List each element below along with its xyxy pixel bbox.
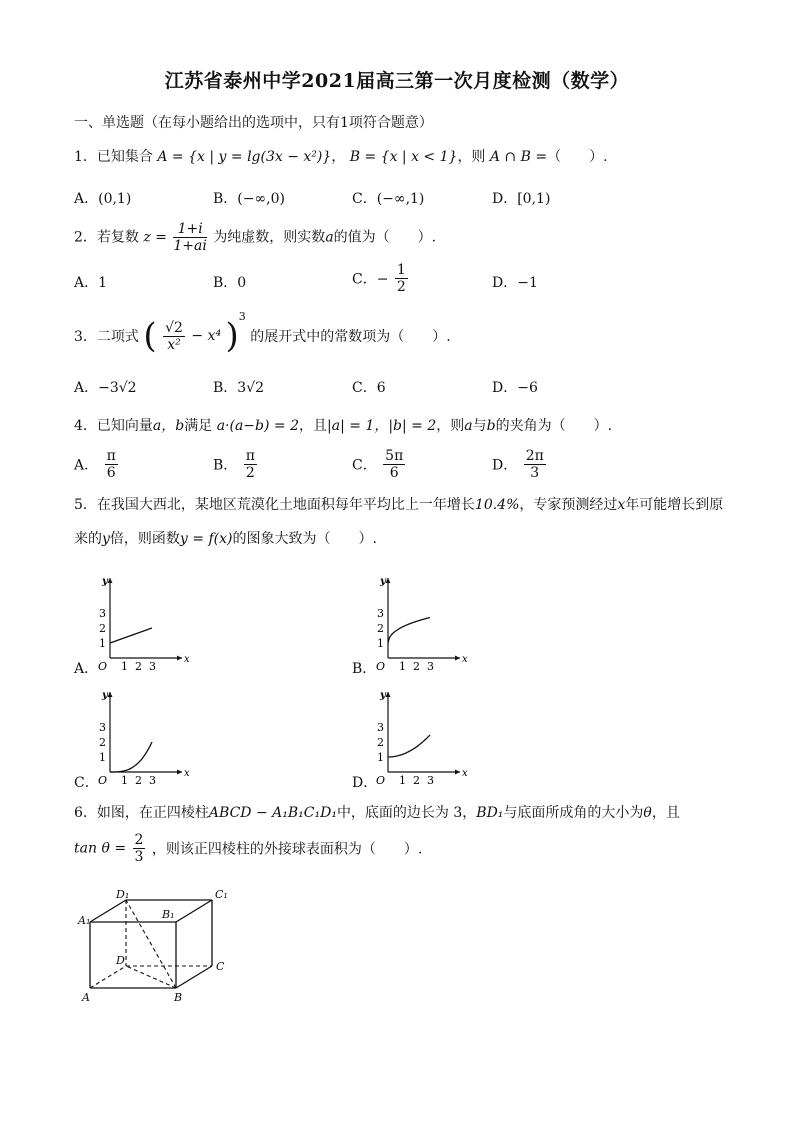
y-tick-label: 3 <box>99 721 106 734</box>
q4-vars: a，b <box>152 418 185 434</box>
q4-option-d <box>492 448 548 481</box>
q2-fraction-num: 1+i <box>173 221 206 238</box>
x-tick-label: 2 <box>413 774 420 787</box>
origin-label: O <box>376 774 386 787</box>
y-axis-label: y <box>380 690 386 701</box>
question-1 <box>74 146 608 166</box>
q5-line1b: ，专家预测经过 <box>519 497 618 513</box>
q2-end: 的值为（ ）. <box>333 229 437 246</box>
label-b: B <box>174 991 183 1004</box>
q4-option-d-num: 2π <box>525 448 544 464</box>
q1-option-b: B．(−∞,0) <box>213 191 285 207</box>
question-6-line-2 <box>74 832 422 865</box>
q1-sep: ， <box>331 149 346 165</box>
y-axis-arrow <box>108 692 113 697</box>
q3-option-c: C．6 <box>352 380 386 396</box>
y-axis-label: y <box>102 690 108 701</box>
x-axis-label: x <box>184 768 190 779</box>
question-2 <box>74 221 436 254</box>
q3-pre: 3．二项式 <box>74 329 139 345</box>
q2-fraction-den: 1+ai <box>173 238 207 254</box>
q2-option-a: A．1 <box>74 275 108 291</box>
y-axis-arrow <box>386 578 391 583</box>
q6-line1d: ，且 <box>651 805 680 821</box>
function-curve <box>388 735 430 757</box>
origin-label: O <box>98 774 108 787</box>
x-axis-label: x <box>462 654 468 665</box>
q2-pre: 2．若复数 <box>74 229 139 246</box>
q4-option-b-num: π <box>245 448 255 464</box>
q3-option-d: D．−6 <box>492 380 538 396</box>
q4-cond: a·(a−b) = 2 <box>216 418 299 434</box>
q3-right-paren: ) <box>225 316 239 356</box>
edge-b1-c1 <box>176 900 212 922</box>
q5-line1a: 5．在我国大西北，某地区荒漠化土地面积每年平均比上一年增长 <box>74 497 475 513</box>
q5-option-d: D． <box>352 775 378 791</box>
q4-cond2: |a| = 1，|b| = 2 <box>327 418 437 434</box>
q5-y: y <box>102 531 110 547</box>
q3-power: 3 <box>238 310 246 323</box>
q1-num: 1．已知集合 <box>74 149 153 165</box>
q3-fraction-den: x² <box>167 336 181 353</box>
x-axis-arrow <box>177 656 182 661</box>
section-heading: 一、单选题（在每小题给出的选项中，只有1项符合题意） <box>74 115 433 131</box>
q3-minus-term: − x⁴ <box>191 328 222 344</box>
x-tick-label: 3 <box>149 660 156 673</box>
q6-line1a: 6．如图，在正四棱柱 <box>74 805 209 821</box>
q5-line2a: 来的 <box>74 531 102 547</box>
y-axis-label: y <box>380 576 386 587</box>
question-5-line-2 <box>74 528 377 548</box>
q1-option-c: C．(−∞,1) <box>352 191 425 207</box>
y-tick-label: 1 <box>99 751 106 764</box>
q5-graph-d <box>370 688 480 787</box>
edge-a-d <box>90 966 126 988</box>
q5-pct: 10.4% <box>474 497 520 513</box>
label-a1: A₁ <box>78 914 91 927</box>
q4-and: 与 <box>472 418 487 434</box>
q6-theta: θ <box>643 805 652 821</box>
x-tick-label: 2 <box>135 774 142 787</box>
x-tick-label: 2 <box>413 660 420 673</box>
q4-mid3: ，则 <box>436 418 465 434</box>
edge-a1-d1 <box>90 900 126 922</box>
x-tick-label: 3 <box>427 660 434 673</box>
q4-end: 的夹角为（ ）. <box>495 418 613 434</box>
q4-b: b <box>486 418 496 434</box>
q3-left-paren: ( <box>143 316 157 356</box>
question-3 <box>74 310 451 356</box>
q4-option-b-fraction <box>244 448 257 481</box>
q1-end: =（ ）. <box>535 149 608 165</box>
y-axis-label: y <box>102 576 108 587</box>
q5-line2b: 倍，则函数 <box>109 531 180 547</box>
label-b1: B₁ <box>162 908 175 921</box>
y-tick-label: 1 <box>377 751 384 764</box>
q2-option-d: D．−1 <box>492 275 538 291</box>
y-tick-label: 3 <box>377 721 384 734</box>
x-axis-arrow <box>455 770 460 775</box>
x-axis-arrow <box>455 656 460 661</box>
x-tick-label: 2 <box>135 660 142 673</box>
q4-option-a <box>74 448 120 481</box>
question-4 <box>74 415 612 435</box>
q3-fraction <box>163 320 185 353</box>
q2-option-c-label: C．− <box>352 271 389 288</box>
q1-mid: ，则 <box>457 149 486 165</box>
x-tick-label: 3 <box>149 774 156 787</box>
q4-option-a-den: 6 <box>106 465 116 481</box>
y-axis-arrow <box>108 578 113 583</box>
q3-option-a: A．−3√2 <box>74 380 137 396</box>
y-tick-label: 2 <box>377 622 384 635</box>
q3-post: 的展开式中的常数项为（ ）. <box>250 329 451 345</box>
q2-post: 为纯虚数，则实数 <box>213 229 326 246</box>
q2-option-b: B．0 <box>213 275 247 291</box>
q2-a: a <box>325 229 334 246</box>
q6-fraction <box>133 832 146 865</box>
label-c1: C₁ <box>215 888 228 901</box>
q4-pre: 4．已知向量 <box>74 418 153 434</box>
q6-prism: ABCD − A₁B₁C₁D₁ <box>208 805 337 821</box>
q6-fraction-den: 3 <box>134 849 144 865</box>
question-5-line-1 <box>74 494 723 514</box>
y-tick-label: 3 <box>99 607 106 620</box>
x-tick-label: 3 <box>427 774 434 787</box>
label-d1: D₁ <box>116 888 130 901</box>
diagonal-b-d <box>126 966 176 988</box>
y-tick-label: 1 <box>99 637 106 650</box>
q5-graph-a <box>92 574 202 673</box>
y-tick-label: 2 <box>377 736 384 749</box>
q4-option-a-label: A． <box>74 457 99 474</box>
q1-option-a: A．(0,1) <box>74 191 132 207</box>
q3-fraction-num: √2 <box>165 319 183 336</box>
q5-option-a: A． <box>74 661 99 677</box>
label-a: A <box>82 991 90 1004</box>
q1-set-a: A = {x | y = lg(3x − x²)} <box>157 149 332 165</box>
q4-option-a-fraction <box>105 448 118 481</box>
label-d: D <box>116 954 125 967</box>
q4-a: a <box>464 418 473 434</box>
q2-option-c-den: 2 <box>396 279 406 295</box>
q4-option-c <box>352 448 407 481</box>
q2-option-c-num: 1 <box>396 262 406 278</box>
q4-option-b-den: 2 <box>245 465 255 481</box>
q1-set-b: B = {x | x < 1} <box>349 149 458 165</box>
q6-tan: tan θ = <box>74 840 127 857</box>
origin-label: O <box>98 660 108 673</box>
q6-bd1: BD₁ <box>476 805 504 821</box>
x-axis-label: x <box>184 654 190 665</box>
q2-option-c <box>352 262 410 295</box>
q6-line2: ，则该正四棱柱的外接球表面积为（ ）. <box>151 841 423 858</box>
q4-option-d-den: 3 <box>530 465 540 481</box>
label-c: C <box>216 960 225 973</box>
edge-b-c <box>176 966 212 988</box>
x-tick-label: 1 <box>121 774 128 787</box>
q6-prism-figure <box>78 888 248 1008</box>
q4-option-b-label: B． <box>213 457 238 474</box>
q5-line2c: 的图象大致为（ ）. <box>232 531 377 547</box>
function-curve <box>110 628 152 643</box>
q4-option-c-label: C． <box>352 457 377 474</box>
q4-option-a-num: π <box>106 448 116 464</box>
q4-mid: 满足 <box>184 418 213 434</box>
q5-graph-c <box>92 688 202 787</box>
q1-option-d: D．[0,1) <box>492 191 551 207</box>
q4-option-c-fraction <box>383 448 405 481</box>
function-curve <box>388 618 430 644</box>
q5-x: x <box>617 497 626 513</box>
q4-mid2: ，且 <box>299 418 327 434</box>
x-tick-label: 1 <box>399 774 406 787</box>
q1-expr: A ∩ B <box>489 149 531 165</box>
q5-option-b: B． <box>352 661 377 677</box>
x-axis-label: x <box>462 768 468 779</box>
q4-option-b <box>213 448 259 481</box>
x-tick-label: 1 <box>399 660 406 673</box>
q5-fx: y = f(x) <box>179 531 233 547</box>
q6-line1c: 与底面所成角的大小为 <box>503 805 644 821</box>
y-tick-label: 1 <box>377 637 384 650</box>
q2-option-c-fraction <box>395 262 408 295</box>
q2-fraction <box>173 221 206 254</box>
q5-option-c: C． <box>74 775 99 791</box>
q4-option-c-den: 6 <box>389 465 399 481</box>
page-title: 江苏省泰州中学2021届高三第一次月度检测（数学） <box>164 70 630 92</box>
q4-option-d-label: D． <box>492 457 518 474</box>
x-axis-arrow <box>177 770 182 775</box>
y-tick-label: 3 <box>377 607 384 620</box>
y-tick-label: 2 <box>99 736 106 749</box>
q2-z: z = <box>143 229 167 246</box>
function-curve <box>110 742 152 772</box>
origin-label: O <box>376 660 386 673</box>
q5-line1c: 年可能增长到原 <box>625 497 724 513</box>
q6-line1b: 中，底面的边长为 3， <box>336 805 477 821</box>
q3-option-b: B．3√2 <box>213 380 265 396</box>
y-tick-label: 2 <box>99 622 106 635</box>
q5-graph-b <box>370 574 480 673</box>
q4-option-c-num: 5π <box>385 448 404 464</box>
y-axis-arrow <box>386 692 391 697</box>
x-tick-label: 1 <box>121 660 128 673</box>
question-6-line-1 <box>74 802 680 822</box>
q6-fraction-num: 2 <box>134 832 144 848</box>
q4-option-d-fraction <box>524 448 546 481</box>
